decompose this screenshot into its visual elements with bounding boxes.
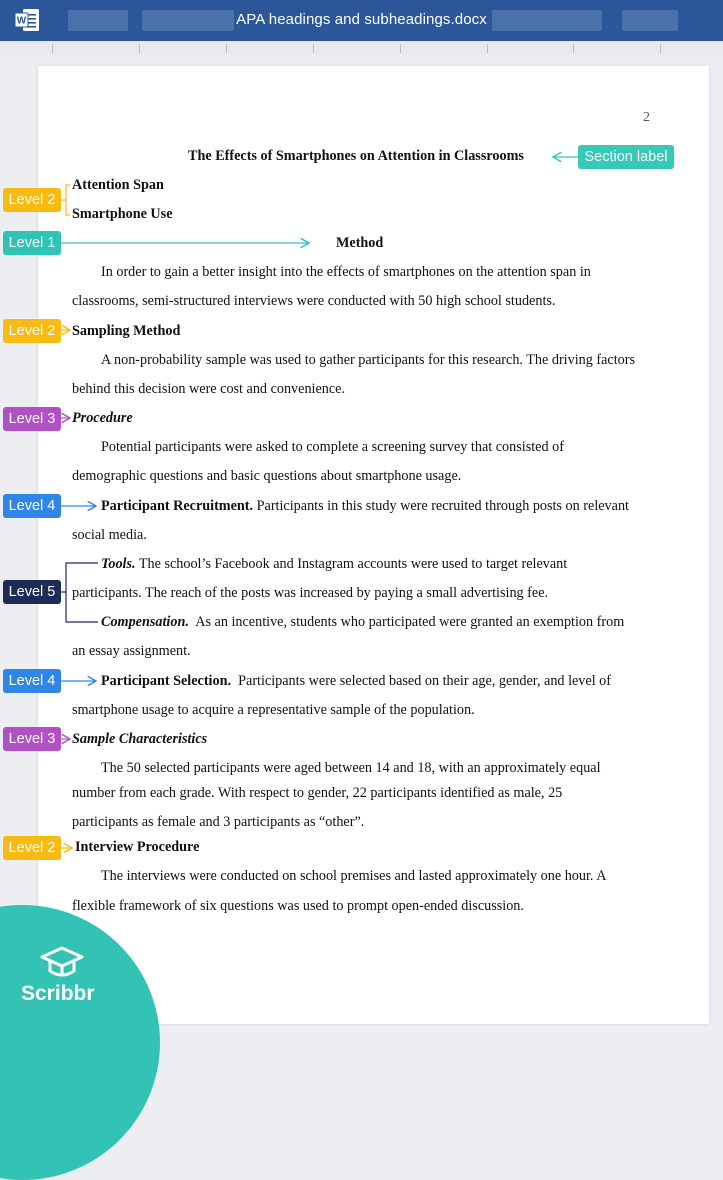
paragraph-line: The 50 selected participants were aged between 14 and 18, with an approximately equal [101,760,601,776]
brand-name: Scribbr [21,982,95,1005]
heading-sampling-method: Sampling Method [72,323,181,339]
paragraph-line: behind this decision were cost and convenience. [72,381,346,397]
paragraph-line: In order to gain a better insight into the effects of smartphones on the attention span in [101,264,591,280]
paragraph-line: demographic questions and basic questions about smartphone usage. [72,468,462,484]
heading-sample-characteristics: Sample Characteristics [72,731,208,747]
level-3-badge: Level 3 [3,407,61,431]
paragraph-line: an essay assignment. [72,643,191,659]
heading-method: Method [336,235,384,251]
heading-attention-span: Attention Span [72,177,164,193]
heading-compensation: Compensation. [101,614,189,630]
level-5-badge: Level 5 [3,580,61,604]
section-title: The Effects of Smartphones on Attention in Classrooms [188,148,524,164]
heading-tools: Tools. [101,556,136,572]
heading-participant-recruitment: Participant Recruitment. [101,498,254,514]
paragraph-tools: Tools. The school’s Facebook and Instagram accounts were used to target relevant [101,556,568,572]
level-4-badge: Level 4 [3,669,61,693]
level-4-badge: Level 4 [3,494,61,518]
level-2-badge: Level 2 [3,319,61,343]
paragraph-line: smartphone usage to acquire a representative sample of the population. [72,702,475,718]
level-1-badge: Level 1 [3,231,61,255]
paragraph-line: flexible framework of six questions was used to prompt open-ended discussion. [72,898,524,914]
paragraph-compensation: Compensation. As an incentive, students who participated were granted an exemption from [101,614,625,630]
graduation-cap-icon [38,945,86,985]
paragraph-line: participants as female and 3 participants as “other”. [72,814,365,830]
level-3-badge: Level 3 [3,727,61,751]
heading-interview-procedure: Interview Procedure [75,839,200,855]
document-title: APA headings and subheadings.docx [236,11,487,28]
paragraph-selection: Participant Selection. Participants were selected based on their age, gender, and level of [101,673,612,689]
level-2-badge: Level 2 [3,188,61,212]
heading-smartphone-use: Smartphone Use [72,206,173,222]
paragraph-recruitment: Participant Recruitment. Participants in this study were recruited through posts on relevant [101,498,629,514]
svg-text:W: W [16,15,27,27]
heading-participant-selection: Participant Selection. [101,673,232,689]
heading-procedure: Procedure [72,410,133,426]
paragraph-line: participants. The reach of the posts was increased by paying a small advertising fee. [72,585,549,601]
paragraph-line: classrooms, semi-structured interviews were conducted with 50 high school students. [72,293,556,309]
level-2-badge: Level 2 [3,836,61,860]
page-number: 2 [643,110,650,125]
paragraph-line: A non-probability sample was used to gather participants for this research. The driving factors [101,352,635,368]
paragraph-line: social media. [72,527,147,543]
paragraph-line: The interviews were conducted on school premises and lasted approximately one hour. A [101,868,607,884]
paragraph-line: number from each grade. With respect to gender, 22 participants identified as male, 25 [72,785,563,801]
paragraph-line: Potential participants were asked to complete a screening survey that consisted of [101,439,564,455]
section-label-badge: Section label [578,145,674,169]
